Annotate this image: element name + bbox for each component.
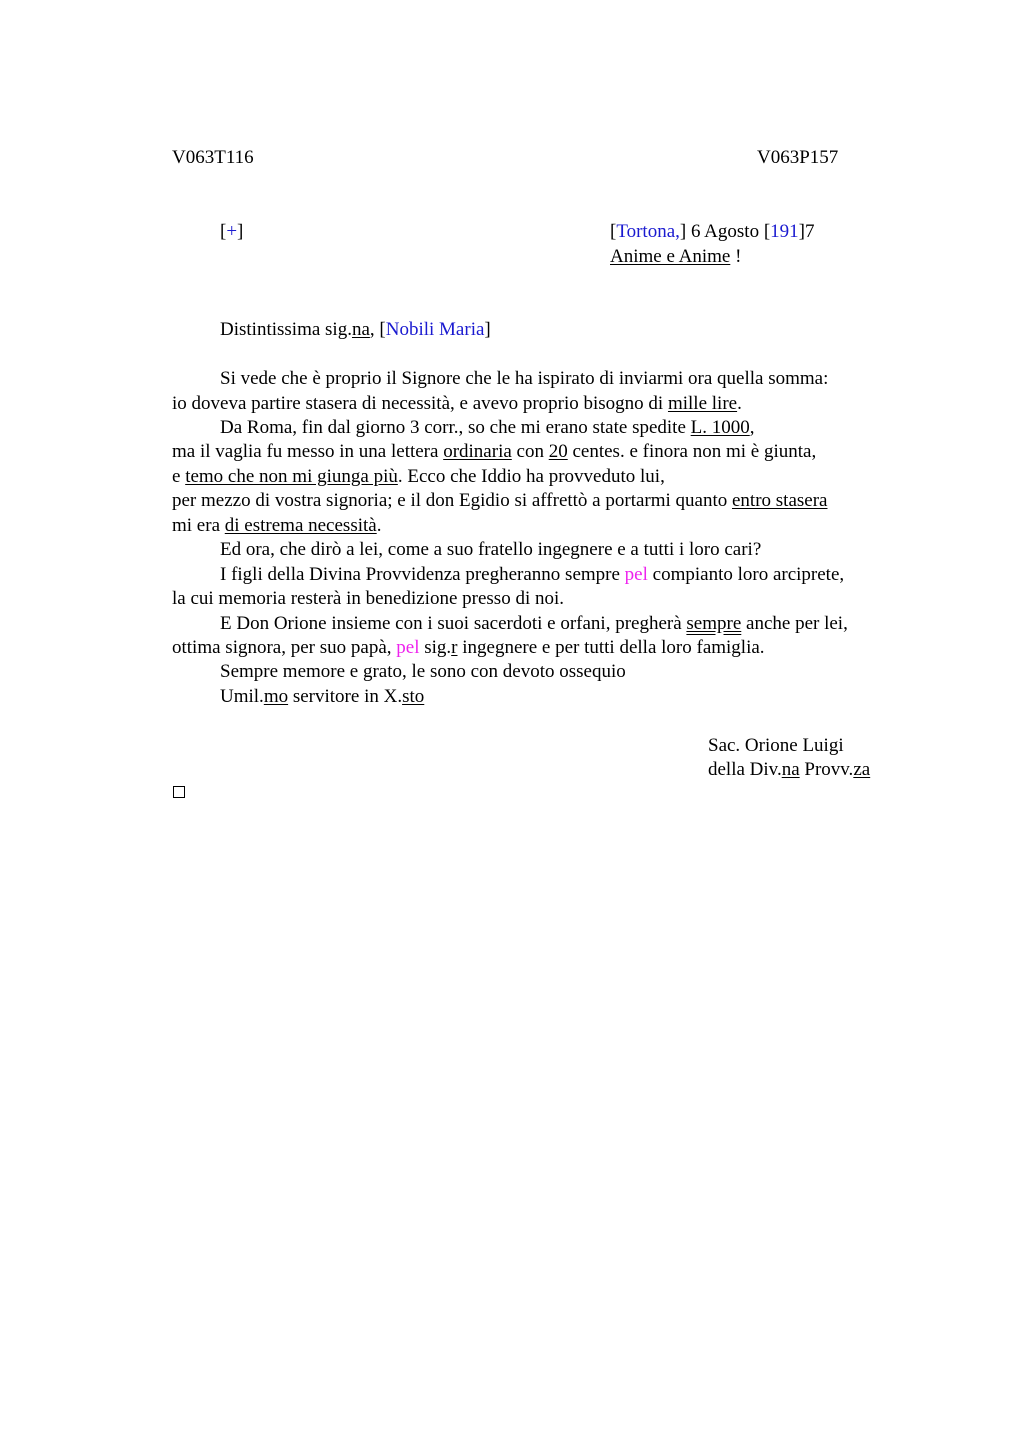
end-of-document-square-icon (173, 786, 185, 798)
body-line: ma il vaglia fu messo in una lettera ordinaria con 20 centes. e finora non mi è giunta, (172, 441, 817, 462)
body-line: e temo che non mi giunga più. Ecco che Iddio ha provveduto lui, (172, 466, 665, 487)
year-partial: 191 (770, 221, 799, 242)
body-line: Ed ora, che dirò a lei, come a suo fratello ingegnere e a tutti i loro cari? (220, 539, 762, 560)
place-date: [Tortona,] 6 Agosto [191]7 (610, 221, 815, 242)
body-line: Umil.mo servitore in X.sto (220, 686, 425, 707)
page-code-right: V063P157 (757, 147, 839, 168)
body-line: E Don Orione insieme con i suoi sacerdoti e orfani, pregherà sempre anche per lei, (220, 613, 848, 634)
recipient-name: Nobili Maria (385, 319, 485, 340)
salutation: Distintissima sig.na, [Nobili Maria] (220, 319, 491, 340)
body-line: Si vede che è proprio il Signore che le ha ispirato di inviarmi ora quella somma: (220, 368, 829, 389)
motto: Anime e Anime ! (610, 246, 742, 267)
cross-symbol: + (226, 221, 238, 242)
body-line: Sempre memore e grato, le sono con devoto ossequio (220, 661, 626, 682)
body-line: mi era di estrema necessità. (172, 515, 382, 536)
body-line: Da Roma, fin dal giorno 3 corr., so che mi erano state spedite L. 1000, (220, 417, 755, 438)
signature-name: Sac. Orione Luigi (708, 735, 844, 756)
body-line: io doveva partire stasera di necessità, e avevo proprio bisogno di mille lire. (172, 393, 742, 414)
body-line: ottima signora, per suo papà, pel sig.r ingegnere e per tutti della loro famiglia. (172, 637, 765, 658)
signature-title: della Div.na Provv.za (708, 759, 871, 780)
place-name: Tortona, (616, 221, 680, 242)
document-code-left: V063T116 (172, 147, 254, 168)
body-line: la cui memoria resterà in benedizione presso di noi. (172, 588, 565, 609)
body-line: per mezzo di vostra signoria; e il don Egidio si affrettò a portarmi quanto entro stasera (172, 490, 828, 511)
body-line: I figli della Divina Provvidenza pregheranno sempre pel compianto loro arciprete, (220, 564, 845, 585)
cross-mark: [+] (220, 221, 244, 242)
